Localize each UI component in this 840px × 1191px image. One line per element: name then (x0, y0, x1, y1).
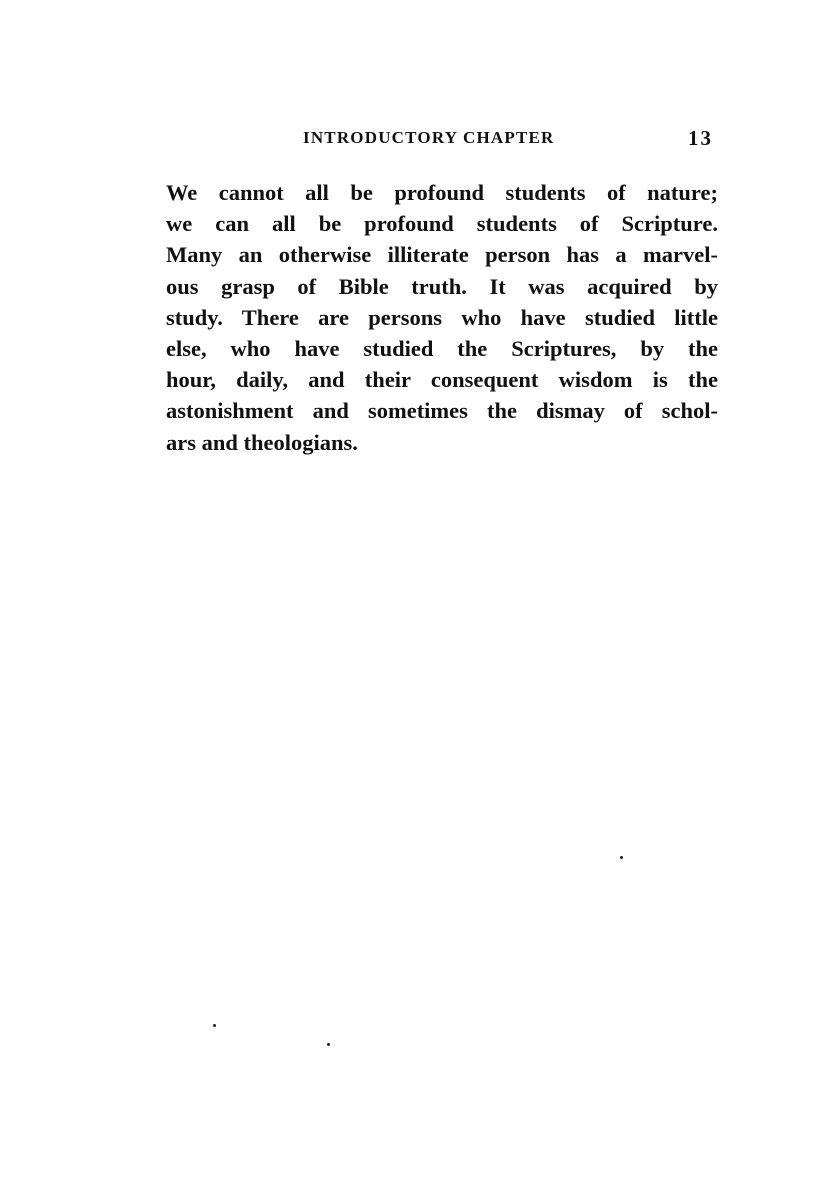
scan-speck (327, 1043, 330, 1046)
scan-speck (620, 856, 623, 859)
text-line: hour, daily, and their consequent wisdom is the (166, 367, 718, 393)
text-line: study. There are persons who have studied little (166, 304, 718, 330)
running-title: INTRODUCTORY CHAPTER (303, 128, 555, 147)
scan-speck (213, 1024, 216, 1027)
text-line: ars and theologians. (166, 429, 358, 455)
page-number: 13 (688, 126, 713, 150)
text-line: else, who have studied the Scriptures, by the (166, 336, 718, 362)
running-head (0, 128, 840, 156)
text-line: Many an otherwise illiterate person has a marvel- (166, 242, 718, 268)
text-line: ous grasp of Bible truth. It was acquired by (166, 273, 718, 299)
text-line: We cannot all be profound students of nature; (166, 180, 718, 205)
text-line: astonishment and sometimes the dismay of schol- (166, 398, 718, 424)
body-paragraph (166, 177, 718, 458)
text-line: we can all be profound students of Scripture. (166, 211, 718, 237)
